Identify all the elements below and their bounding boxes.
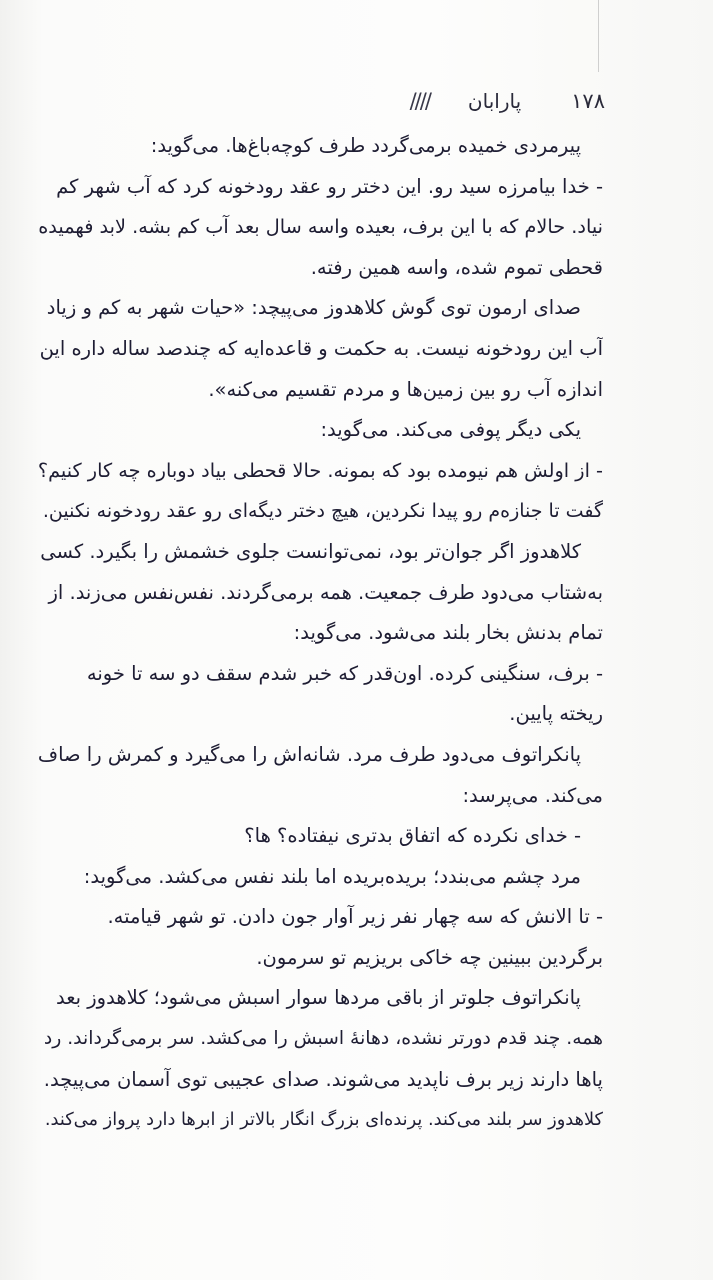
text-line: - خدا بیامرزه سید رو. این دختر رو عقد رودخونه کرد که آب شهر کم xyxy=(56,174,603,198)
text-line: یکی دیگر پوفی می‌کند. می‌گوید: xyxy=(320,418,581,442)
text-line: ریخته پایین. xyxy=(509,702,603,726)
text-line: پانکراتوف می‌دود طرف مرد. شانه‌اش را می‌گیرد و کمرش را صاف xyxy=(38,742,581,766)
text-line: می‌کند. می‌پرسد: xyxy=(462,783,603,807)
text-line: قحطی تموم شده، واسه همین رفته. xyxy=(310,255,603,279)
text-line: به‌شتاب می‌دود طرف جمعیت. همه برمی‌گردند. نفس‌نفس می‌زند. از xyxy=(48,580,603,604)
text-line: گفت تا جنازه‌م رو پیدا نکردین، هیچ دختر دیگه‌ای رو عقد رودخونه نکنین. xyxy=(42,500,603,523)
text-line: پانکراتوف جلوتر از باقی مردها سوار اسبش می‌شود؛ کلاهدوز بعد xyxy=(56,986,581,1010)
text-line: کلاهدوز اگر جوان‌تر بود، نمی‌توانست جلوی خشمش را بگیرد. کسی xyxy=(40,539,581,563)
text-line: همه. چند قدم دورتر نشده، دهانهٔ اسبش را می‌کشد. سر برمی‌گرداند. رد xyxy=(43,1028,603,1050)
text-line: صدای ارمون توی گوش کلاهدوز می‌پیچد: «حیات شهر به کم و زیاد xyxy=(46,296,581,320)
text-line: - برف، سنگینی کرده. اون‌قدر که خبر شدم سقف دو سه تا خونه xyxy=(86,661,603,685)
text-line: کلاهدوز سر بلند می‌کند. پرنده‌ای بزرگ انگار بالاتر از ابرها دارد پرواز می‌کند. xyxy=(44,1110,603,1131)
text-line: پاها دارند زیر برف ناپدید می‌شوند. صدای عجیبی توی آسمان می‌پیچد. xyxy=(43,1067,603,1091)
text-line: تمام بدنش بخار بلند می‌شود. می‌گوید: xyxy=(293,621,603,645)
text-line: آب این رودخونه نیست. به حکمت و قاعده‌ایه که چندصد ساله داره این xyxy=(39,336,603,360)
running-title: پارابان xyxy=(467,89,522,113)
page-number: ۱۷۸ xyxy=(571,89,605,113)
text-line: برگردین ببینین چه خاکی بریزیم تو سرمون. xyxy=(256,945,603,969)
header-ornament: //// xyxy=(409,89,430,113)
text-line: پیرمردی خمیده برمی‌گردد طرف کوچه‌باغ‌ها. می‌گوید: xyxy=(150,134,581,157)
text-line: نیاد. حالام که با این برف، بعیده واسه سال بعد آب کم بشه. لابد فهمیده xyxy=(38,215,603,239)
text-line: - از اولش هم نیومده بود که بمونه. حالا قحطی بیاد دوباره چه کار کنیم؟ xyxy=(38,458,603,482)
page-header xyxy=(305,84,605,118)
text-line: مرد چشم می‌بندد؛ بریده‌بریده اما بلند نفس می‌کشد. می‌گوید: xyxy=(83,864,581,888)
page-edge-line xyxy=(598,0,599,72)
body-text xyxy=(38,126,603,1141)
text-line: - تا الانش که سه چهار نفر زیر آوار جون دادن. تو شهر قیامته. xyxy=(107,905,603,929)
text-line: اندازه آب رو بین زمین‌ها و مردم تقسیم می‌کنه». xyxy=(208,377,603,401)
text-line: - خدای نکرده که اتفاق بدتری نیفتاده؟ ها؟ xyxy=(244,824,581,848)
